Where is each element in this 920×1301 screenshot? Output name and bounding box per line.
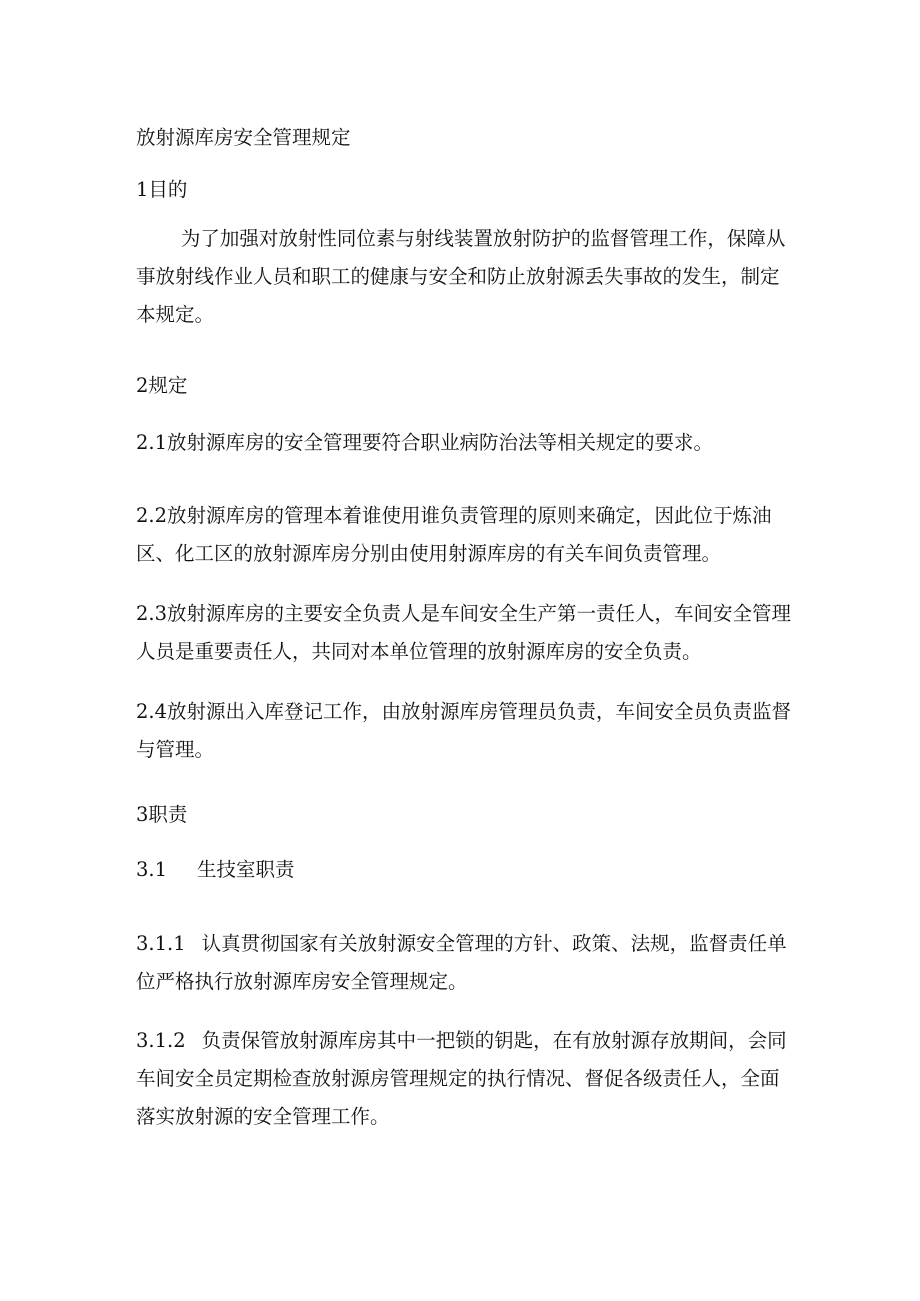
clause-2-1: 2.1放射源库房的安全管理要符合职业病防治法等相关规定的要求。 — [136, 431, 714, 454]
clause-3-1-2-number: 3.1.2 — [136, 1029, 186, 1052]
document-title: 放射源库房安全管理规定 — [136, 126, 351, 149]
clause-2-4: 2.4放射源出入库登记工作，由放射源库房管理员负责，车间安全员负责监督与管理。 — [136, 700, 792, 761]
clause-3-1-1-number: 3.1.1 — [136, 932, 186, 955]
clause-3-1 — [136, 851, 796, 889]
clause-2-3: 2.3放射源库房的主要安全负责人是车间安全生产第一责任人，车间安全管理人员是重要责任人，共同对本单位管理的放射源库房的安全负责。 — [136, 602, 792, 663]
clause-3-1-number: 3.1 — [136, 858, 168, 881]
clause-2-2: 2.2放射源库房的管理本着谁使用谁负责管理的原则来确定，因此位于炼油区、化工区的放射源库房分别由使用射源库房的有关车间负责管理。 — [136, 504, 772, 565]
clause-3-1-1-text: 认真贯彻国家有关放射源安全管理的方针、政策、法规，监督责任单位严格执行放射源库房安全管理规定。 — [136, 932, 787, 993]
clause-3-1-title: 生技室职责 — [197, 858, 295, 881]
clause-3-1-1 — [136, 925, 796, 1001]
section-1-paragraph: 为了加强对放射性同位素与射线装置放射防护的监督管理工作，保障从事放射线作业人员和职工的健康与安全和防止放射源丢失事故的发生，制定本规定。 — [136, 227, 786, 326]
section-1-heading: 1目的 — [136, 178, 188, 201]
clause-3-1-2 — [136, 1022, 796, 1136]
section-3-heading: 3职责 — [136, 803, 188, 826]
section-2-heading: 2规定 — [136, 374, 188, 397]
clause-3-1-2-text: 负责保管放射源库房其中一把锁的钥匙，在有放射源存放期间，会同车间安全员定期检查放射源房管理规定的执行情况、督促各级责任人，全面落实放射源的安全管理工作。 — [136, 1029, 787, 1128]
